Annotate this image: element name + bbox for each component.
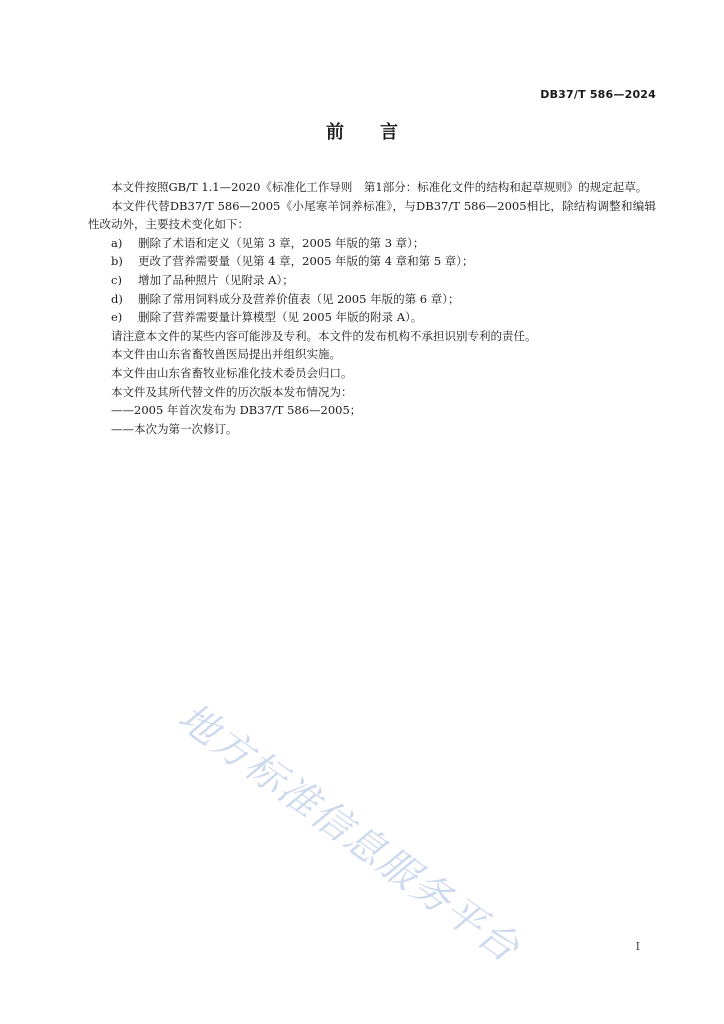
watermark-text: 地方标准信息服务平台 (169, 694, 528, 973)
list-marker: e) (111, 310, 123, 325)
list-marker: b) (111, 254, 123, 269)
history-item: ——2005 年首次发布为 DB37/T 586—2005； (111, 403, 362, 418)
history-list (88, 401, 656, 438)
document-number: DB37/T 586—2024 (540, 88, 656, 101)
list-marker: d) (111, 291, 123, 306)
changes-list (88, 234, 656, 327)
list-item (88, 308, 656, 327)
paragraph-patent-notice: 请注意本文件的某些内容可能涉及专利。本文件的发布机构不承担识别专利的责任。 (111, 328, 537, 343)
paragraph-committee: 本文件由山东省畜牧业标准化技术委员会归口。 (111, 365, 353, 380)
page-title: 前言 (326, 122, 434, 143)
paragraph-proposer: 本文件由山东省畜牧兽医局提出并组织实施。 (111, 347, 341, 362)
list-marker: c) (111, 272, 122, 287)
history-item: ——本次为第一次修订。 (111, 421, 238, 436)
list-item-text: 删除了常用饲料成分及营养价值表（见 2005 年版的第 6 章）； (138, 291, 460, 306)
list-item-text: 删除了术语和定义（见第 3 章，2005 年版的第 3 章）； (138, 235, 425, 250)
foreword-body (88, 178, 656, 438)
list-item (88, 271, 656, 290)
list-item (88, 290, 656, 309)
list-item-text: 更改了营养需要量（见第 4 章，2005 年版的第 4 章和第 5 章）； (138, 254, 474, 269)
paragraph-replacement: 本文件代替DB37/T 586—2005《小尾寒羊饲养标准》，与DB37/T 586—2005相比，除结构调整和编辑性改动外，主要技术变化如下： (88, 198, 656, 232)
list-item (88, 234, 656, 253)
list-item-text: 删除了营养需要量计算模型（见 2005 年版的附录 A）。 (138, 310, 423, 325)
list-item-text: 增加了品种照片（见附录 A）； (138, 272, 294, 287)
paragraph-drafting-rules: 本文件按照GB/T 1.1—2020《标准化工作导则 第1部分：标准化文件的结构和起草规则》的规定起草。 (111, 180, 648, 194)
paragraph-history-intro: 本文件及其所代替文件的历次版本发布情况为： (111, 384, 353, 399)
list-item (88, 252, 656, 271)
page-number: I (635, 940, 640, 953)
list-marker: a) (111, 235, 123, 250)
